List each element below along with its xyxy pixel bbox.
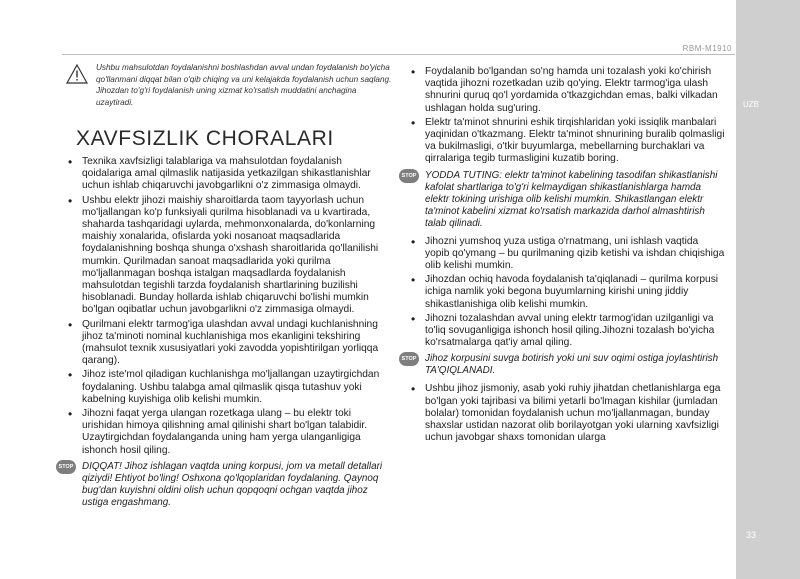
stop-note-water (401, 353, 725, 377)
list-item: • Elektr ta'minot shnurini eshik tirqishlaridan yoki issiqlik manbalari yaqinidan o'tkazmang. Elektr ta'minot shnurining buralib qolmasligi va bukilmasligi, o'tkir buyumlarga, mebellarning burchaklari va qirralariga tegib turmasligini kuzatib boring. (405, 117, 725, 166)
stop-note-text: Jihoz korpusini suvga botirish yoki uni suv oqimi ostiga joylashtirish TA'QIQLANADI. (425, 353, 719, 377)
list-item: • Ushbu elektr jihozi maishiy sharoitlarda taom tayyorlash uchun mo'ljallangan ko'p funksiyali qurilma hisoblanadi va u kvartirada, shaharda tashqaridagi uylarda, mehmonxonalarda, do'konlarning maishiy xonalarida, ofislarda yoki nosanoat maqsadlarida foydalanishning boshqa shunga o'xshash sharoitlarida qo'llanilishi mumkin. Qurilmadan sanoat maqsadlarida yoki qurilma mo'ljallanmagan boshqa istalgan maqsadlarda foydalanish mahsulotdan tegishli tarzda foydalanish shartlarining buzilishi hisoblanadi. Bunday hollarda ishlab chiqaruvchi bo'lishi mumkin bo'lgan oqibatlar uchun javobgarlikni o'z zimmasiga olmaydi. (62, 195, 392, 317)
list-item: • Foydalanib bo'lgandan so'ng hamda uni tozalash yoki ko'chirish vaqtida jihozni rozetkadan uzib qo'ying. Elektr tarmog'iga ulash shnurini quruq qo'l yordamida o'tkazgichdan emas, balki vilkadan ushlagan holda sug'uring. (405, 66, 725, 115)
list-item: • Qurilmani elektr tarmog'iga ulashdan avval undagi kuchlanishning jihoz ta'minoti nominal kuchlanishiga mos ekanligini tekshiring (mahsulot texnik xususiyatlari yoki zavodda yopishtirilgan yorliqqa qarang). (62, 319, 392, 368)
language-tab: UZB (743, 99, 759, 109)
model-number: RBM-M1910 (682, 44, 732, 53)
warning-triangle-icon (66, 64, 88, 84)
list-item: • Jihozdan ochiq havoda foydalanish ta'qiqlanadi – qurilma korpusi ichiga namlik yoki begona buyumlarning kirishi uning jiddiy shikastlanishiga olib kelishi mumkin. (405, 274, 725, 311)
stop-icon: STOP (399, 352, 419, 366)
page-sidebar (736, 0, 800, 579)
right-column (401, 66, 725, 446)
intro-text: Ushbu mahsulotdan foydalanishni boshlashdan avval undan foydalanish bo'yicha qo'llanmani diqqat bilan o'qib chiqing va uni kelajakda foydalanish uchun saqlang. Jihozdan to'g'ri foydalanish uning xizmat ko'rsatish muddatini anchagina uzaytiradi. (96, 63, 392, 107)
stop-note-hot-surface (58, 460, 392, 509)
intro-warning (62, 62, 392, 108)
left-column (58, 62, 392, 515)
list-item: • Jihoz iste'mol qiladigan kuchlanishga mo'ljallangan uzaytirgichdan foydalaning. Ushbu talabga amal qilmaslik qisqa tutashuv yoki kabelning kuyishiga olib kelishi mumkin. (62, 369, 392, 406)
header-rule (62, 54, 735, 55)
stop-note-cable (401, 169, 725, 230)
right-bullet-list-c (405, 383, 725, 444)
right-bullet-list-b (405, 236, 725, 350)
stop-note-text: YODDA TUTING: elektr ta'minot kabelining tasodifan shikastlanishi kafolat shartlariga to'g'ri kelmaydigan shikastlanishlarga hamda elektr tokining urishiga olib kelishi mumkin. Shikastlangan elektr ta'minot kabelini xizmat ko'rsatish markazida darhol almashtirish talab qilinadi. (425, 169, 718, 229)
page-title: XAVFSIZLIK CHORALARI (76, 127, 334, 150)
left-bullet-list (62, 156, 392, 457)
list-item: • Jihozni yumshoq yuza ustiga o'rnatmang, uni ishlash vaqtida yopib qo'ymang – bu qurilmaning qizib ketishi va ishdan chiqishiga olib kelishi mumkin. (405, 236, 725, 273)
stop-icon: STOP (56, 460, 76, 474)
right-bullet-list-a (405, 66, 725, 166)
list-item: • Jihozni tozalashdan avval uning elektr tarmog'idan uzilganligi va to'liq sovuganligiga ishonch hosil qiling.Jihozni tozalash bo'yicha ko'rsatmalarga qat'iy amal qiling. (405, 313, 725, 350)
list-item: • Ushbu jihoz jismoniy, asab yoki ruhiy jihatdan chetlanishlarga ega bo'lgan yoki tajribasi va bilimi yetarli bo'lmagan kishilar (jumladan bolalar) tomonidan foydalanish uchun mo'ljallanmagan, bunday shaxslar ustidan nazorat olib borilayotgan yoki ularning xavfsizligi uchun javobgar shaxs tomonidan ularga (405, 383, 725, 444)
page-number: 33 (745, 530, 756, 540)
stop-icon: STOP (399, 169, 419, 183)
list-item: • Jihozni faqat yerga ulangan rozetkaga ulang – bu elektr toki urishidan himoya qilishning amal qilinishi shart bo'lgan talabidir. Uzaytirgichdan foydalanganda uning ham yerga ulanganligiga ishonch hosil qiling. (62, 408, 392, 457)
stop-note-text: DIQQAT! Jihoz ishlagan vaqtda uning korpusi, jom va metall detallari qiziydi! Ehtiyot bo'ling! Oshxona qo'lqoplaridan foydalaning. Qaynoq bug'dan kuyishni oldini olish uchun qopqoqni ochgan vaqtda jihoz ustiga engashmang. (82, 460, 383, 508)
list-item: • Texnika xavfsizligi talablariga va mahsulotdan foydalanish qoidalariga amal qilmaslik natijasida yetkazilgan shikastlanishlar uchun ishlab chiqaruvchi javobgarlikni o'z zimmasiga olmaydi. (62, 156, 392, 193)
